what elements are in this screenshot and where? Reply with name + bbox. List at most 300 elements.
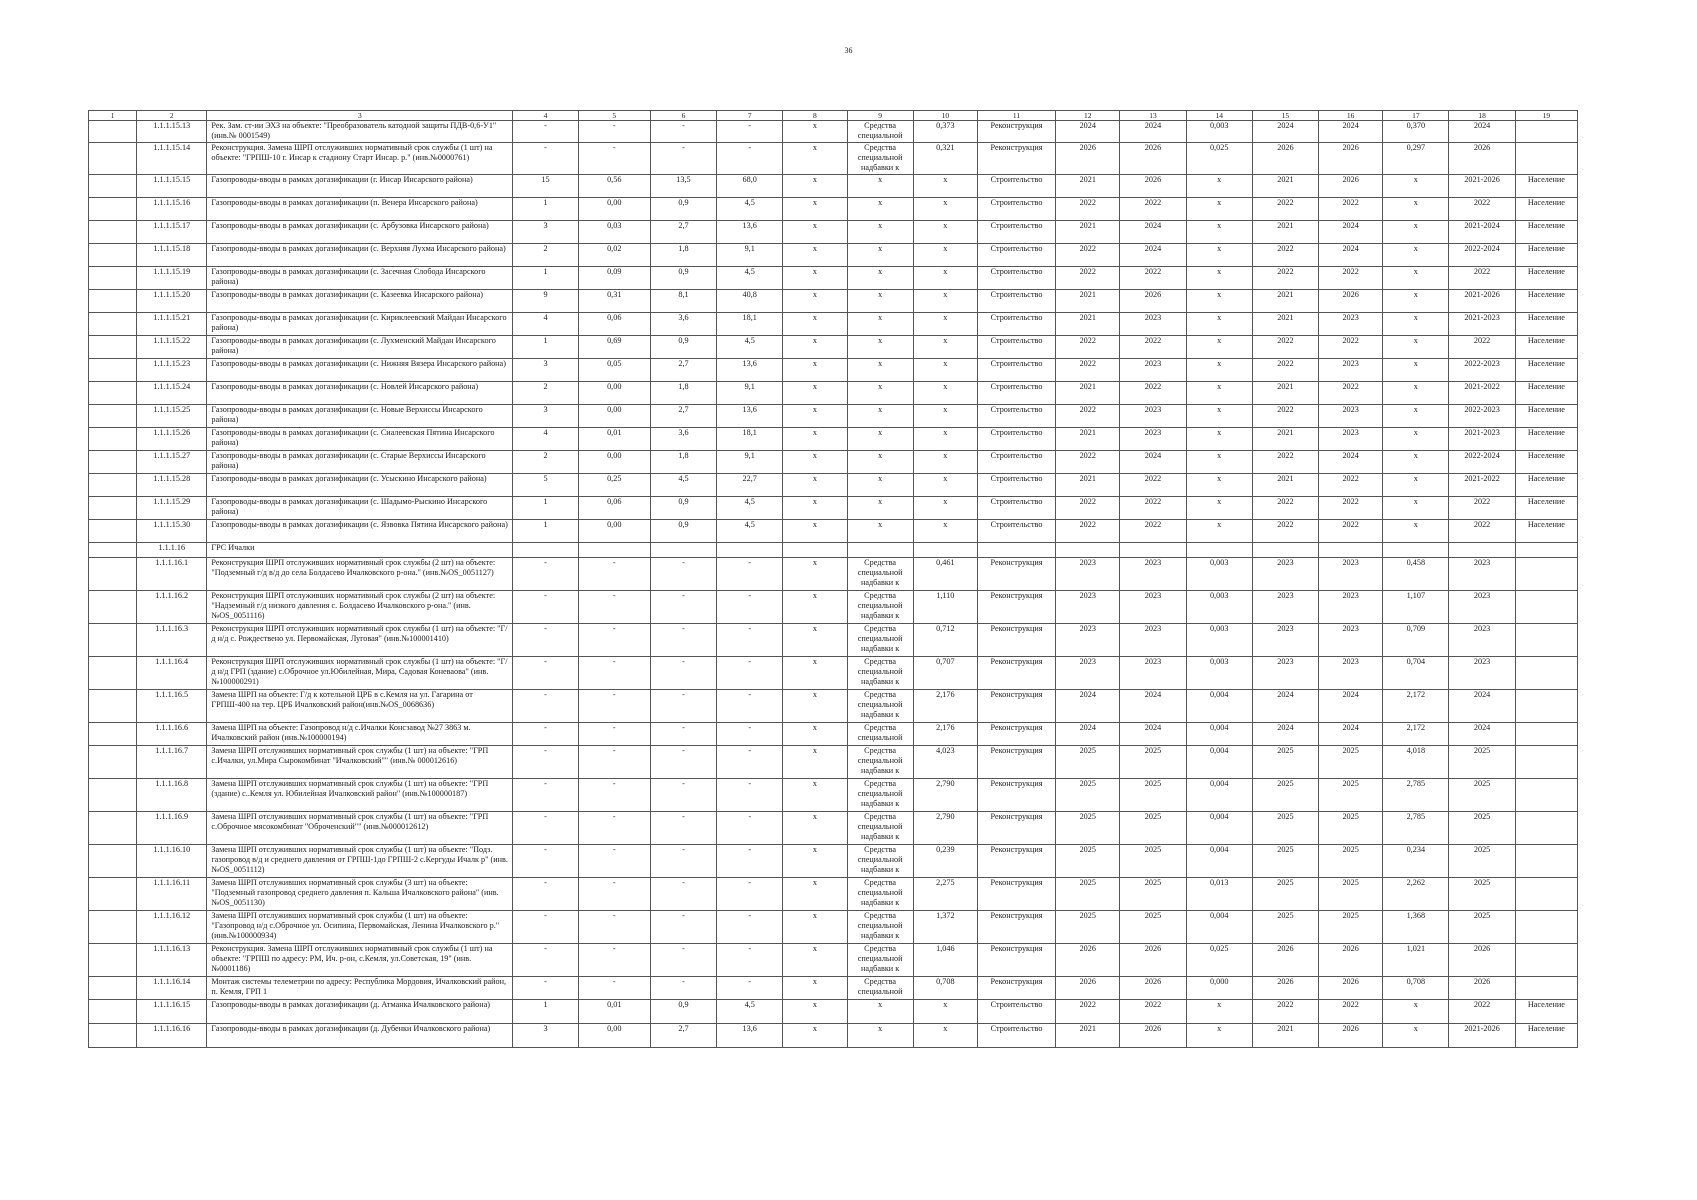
table-row [89, 1000, 1578, 1024]
cell-text: Средства специальной [857, 723, 903, 743]
cell-col-8 [783, 359, 847, 382]
cell-col-15 [1252, 845, 1318, 878]
cell-col-19 [1515, 690, 1577, 723]
cell-text: 2025 [1079, 779, 1096, 788]
cell-col-2 [137, 451, 207, 474]
cell-text: х [943, 1000, 948, 1009]
cell-text: 2022 [1079, 405, 1096, 414]
cell-text: х [1217, 198, 1222, 207]
cell-col-17 [1383, 428, 1449, 451]
cell-col-4 [513, 543, 578, 558]
cell-text: - [748, 779, 752, 788]
cell-text: Средства специальной надбавки к [857, 558, 903, 588]
cell-text: Население [1527, 382, 1565, 391]
cell-col-14 [1186, 474, 1252, 497]
cell-text: 0,05 [607, 359, 622, 368]
cell-text: 2022 [1342, 382, 1359, 391]
cell-text: х [812, 624, 817, 633]
cell-col-15 [1252, 451, 1318, 474]
cell-text: 2024 [1144, 690, 1162, 699]
cell-text: Средства специальной надбавки к [857, 690, 903, 720]
cell-text: 0,9 [678, 497, 689, 506]
cell-text: 1.1.1.16.10 [153, 845, 191, 854]
cell-text: 1.1.1.16.14 [153, 977, 191, 986]
cell-col-5 [578, 244, 650, 267]
cell-text: Замена ШРП отслуживших нормативный срок службы (1 шт) на объекте: "Газопровод н/д с.Оброчное ул. Осипина, Первомайская, Ленина Ичалковского р." (инв.№100000934) [211, 911, 500, 941]
cell-text: Реконструкция [990, 911, 1043, 920]
cell-col-17 [1383, 878, 1449, 911]
cell-col-14 [1186, 779, 1252, 812]
cell-col-2 [137, 911, 207, 944]
cell-col-2 [137, 543, 207, 558]
cell-col-19 [1515, 779, 1577, 812]
cell-col-10 [913, 746, 977, 779]
cell-text: х [1217, 221, 1222, 230]
cell-text: 2024 [1144, 121, 1162, 130]
cell-col-16 [1319, 520, 1383, 543]
cell-col-5 [578, 944, 650, 977]
cell-text: 2022 [1277, 267, 1294, 276]
table-row [89, 690, 1578, 723]
cell-text: - [682, 143, 685, 152]
cell-text: х [1413, 198, 1418, 207]
cell-col-1 [89, 313, 137, 336]
cell-text: 2025 [1342, 911, 1359, 920]
cell-text: 2024 [1342, 121, 1359, 130]
cell-text: - [748, 845, 752, 854]
cell-text: Население [1527, 405, 1565, 414]
cell-text: 0,297 [1406, 143, 1426, 152]
cell-text: х [1413, 1024, 1418, 1033]
cell-col-16 [1319, 624, 1383, 657]
cell-text: - [748, 690, 752, 699]
cell-col-1 [89, 221, 137, 244]
cell-col-1 [89, 591, 137, 624]
cell-col-17 [1383, 812, 1449, 845]
cell-col-12 [1056, 175, 1120, 198]
cell-text: Строительство [990, 497, 1043, 506]
cell-col-6 [650, 591, 716, 624]
cell-col-14 [1186, 878, 1252, 911]
cell-col-12 [1056, 267, 1120, 290]
cell-text: х [812, 911, 817, 920]
cell-text: 2025 [1144, 911, 1162, 920]
cell-text: - [544, 690, 547, 699]
cell-col-6 [650, 543, 716, 558]
cell-text: - [682, 944, 685, 953]
cell-col-9 [847, 911, 913, 944]
table-row [89, 474, 1578, 497]
cell-text: 2021-2026 [1464, 1024, 1500, 1033]
cell-text: 0,709 [1406, 624, 1426, 633]
cell-text: 2026 [1079, 944, 1096, 953]
cell-col-3 [207, 878, 513, 911]
cell-text: 1,110 [936, 591, 955, 600]
cell-col-5 [578, 474, 650, 497]
cell-text: 2024 [1277, 121, 1294, 130]
cell-col-9 [847, 313, 913, 336]
cell-col-7 [717, 382, 783, 405]
cell-col-12 [1056, 746, 1120, 779]
cell-text: х [1217, 313, 1222, 322]
cell-col-15 [1252, 690, 1318, 723]
cell-col-12 [1056, 520, 1120, 543]
cell-col-18 [1449, 244, 1515, 267]
cell-text: 0,458 [1406, 558, 1426, 567]
cell-col-7 [717, 497, 783, 520]
cell-text: 2025 [1342, 812, 1359, 821]
cell-text: х [812, 779, 817, 788]
cell-text: 2022 [1079, 451, 1096, 460]
column-header-13: 13 [1120, 111, 1186, 121]
cell-col-18 [1449, 812, 1515, 845]
cell-col-12 [1056, 405, 1120, 428]
cell-col-5 [578, 812, 650, 845]
cell-col-5 [578, 336, 650, 359]
cell-text: 2021 [1079, 428, 1096, 437]
cell-text: 0,704 [1406, 657, 1426, 666]
cell-text: 3,6 [678, 428, 689, 437]
cell-text: Реконструкция [990, 977, 1043, 986]
cell-col-19 [1515, 591, 1577, 624]
cell-col-2 [137, 290, 207, 313]
cell-text: х [812, 428, 817, 437]
cell-text: х [943, 382, 948, 391]
cell-col-14 [1186, 520, 1252, 543]
cell-text: х [1413, 336, 1418, 345]
cell-text: 9,1 [744, 244, 755, 253]
cell-col-12 [1056, 198, 1120, 221]
cell-col-13 [1120, 977, 1186, 1000]
cell-col-17 [1383, 121, 1449, 143]
cell-col-15 [1252, 198, 1318, 221]
cell-col-16 [1319, 690, 1383, 723]
cell-col-11 [977, 451, 1055, 474]
cell-col-4 [513, 690, 578, 723]
cell-text: 40,8 [742, 290, 757, 299]
cell-text: 1 [543, 198, 548, 207]
cell-text: - [544, 143, 547, 152]
cell-text: 2022 [1277, 336, 1294, 345]
cell-text: 2025 [1473, 878, 1491, 887]
column-header-6: 6 [650, 111, 716, 121]
table-row [89, 977, 1578, 1000]
cell-col-6 [650, 497, 716, 520]
cell-text: Средства специальной надбавки к [857, 624, 903, 654]
cell-col-12 [1056, 451, 1120, 474]
column-header-14: 14 [1186, 111, 1252, 121]
cell-col-3 [207, 520, 513, 543]
column-header-19: 19 [1515, 111, 1577, 121]
cell-col-17 [1383, 944, 1449, 977]
cell-col-19 [1515, 221, 1577, 244]
cell-text: 2024 [1473, 690, 1491, 699]
cell-text: х [1413, 428, 1418, 437]
cell-text: 1.1.1.16.1 [155, 558, 189, 567]
cell-text: 2,790 [936, 812, 955, 821]
cell-text: х [943, 1024, 948, 1033]
cell-text: 2023 [1277, 657, 1294, 666]
cell-col-19 [1515, 175, 1577, 198]
table-row [89, 451, 1578, 474]
cell-col-4 [513, 558, 578, 591]
cell-col-19 [1515, 543, 1577, 558]
cell-text: 1.1.1.16.12 [153, 911, 191, 920]
cell-col-18 [1449, 451, 1515, 474]
cell-text: х [1217, 382, 1222, 391]
cell-text: 0,9 [678, 520, 689, 529]
cell-text: 0,003 [1209, 657, 1229, 666]
cell-text: 2024 [1277, 723, 1294, 732]
cell-col-13 [1120, 878, 1186, 911]
cell-text: х [878, 428, 883, 437]
cell-text: 4,5 [744, 336, 755, 345]
cell-text: 0,004 [1209, 845, 1229, 854]
cell-text: - [748, 878, 752, 887]
cell-col-12 [1056, 543, 1120, 558]
cell-col-9 [847, 382, 913, 405]
cell-col-7 [717, 911, 783, 944]
cell-text: Строительство [990, 313, 1043, 322]
cell-text: 2025 [1342, 779, 1359, 788]
cell-col-18 [1449, 428, 1515, 451]
cell-col-19 [1515, 812, 1577, 845]
cell-col-4 [513, 121, 578, 143]
cell-col-15 [1252, 359, 1318, 382]
cell-text: х [812, 175, 817, 184]
cell-text: 1.1.1.15.29 [153, 497, 191, 506]
cell-text: 2026 [1144, 1024, 1162, 1033]
cell-col-1 [89, 474, 137, 497]
cell-col-3 [207, 359, 513, 382]
cell-col-4 [513, 405, 578, 428]
cell-text: 13,5 [676, 175, 691, 184]
cell-text: 2024 [1079, 690, 1096, 699]
cell-col-12 [1056, 723, 1120, 746]
cell-col-2 [137, 175, 207, 198]
cell-text: 1,372 [936, 911, 955, 920]
cell-col-16 [1319, 977, 1383, 1000]
cell-text: Газопроводы-вводы в рамках догазификации (с. Кириклеевский Майдан Инсарского района) [211, 313, 507, 333]
cell-text: 1.1.1.15.27 [153, 451, 191, 460]
cell-text: 1.1.1.15.30 [153, 520, 191, 529]
cell-text: х [1217, 1024, 1222, 1033]
cell-col-3 [207, 657, 513, 690]
table-row [89, 428, 1578, 451]
cell-text: 0,00 [607, 1024, 622, 1033]
cell-text: - [612, 558, 616, 567]
cell-text: Реконструкция [990, 779, 1043, 788]
cell-col-18 [1449, 690, 1515, 723]
cell-col-9 [847, 657, 913, 690]
cell-col-2 [137, 558, 207, 591]
cell-text: - [682, 558, 685, 567]
cell-text: - [612, 121, 616, 130]
column-header-1: 1 [89, 111, 137, 121]
cell-col-3 [207, 313, 513, 336]
cell-col-17 [1383, 336, 1449, 359]
cell-col-9 [847, 497, 913, 520]
cell-text: 2026 [1342, 944, 1359, 953]
cell-col-18 [1449, 944, 1515, 977]
cell-col-7 [717, 520, 783, 543]
table-row [89, 405, 1578, 428]
cell-text: ГРС Ичалки [211, 543, 255, 552]
cell-col-2 [137, 878, 207, 911]
cell-text: - [544, 944, 547, 953]
cell-col-18 [1449, 657, 1515, 690]
cell-text: 2025 [1144, 779, 1162, 788]
cell-text: 2022 [1144, 267, 1162, 276]
column-header-11: 11 [977, 111, 1055, 121]
cell-text: 2022 [1079, 359, 1096, 368]
cell-col-17 [1383, 290, 1449, 313]
cell-col-13 [1120, 746, 1186, 779]
cell-text: 68,0 [742, 175, 757, 184]
column-number-header-row [89, 111, 1578, 121]
cell-col-3 [207, 624, 513, 657]
cell-text: 2026 [1473, 944, 1491, 953]
cell-text: Реконструкция [990, 143, 1043, 152]
cell-col-17 [1383, 746, 1449, 779]
cell-text: 22,7 [742, 474, 757, 483]
table-row [89, 812, 1578, 845]
cell-col-13 [1120, 143, 1186, 175]
cell-col-7 [717, 143, 783, 175]
cell-col-17 [1383, 779, 1449, 812]
cell-text: Средства специальной надбавки к [857, 143, 903, 173]
cell-col-16 [1319, 121, 1383, 143]
cell-col-5 [578, 845, 650, 878]
cell-col-6 [650, 746, 716, 779]
cell-text: 2022 [1277, 497, 1294, 506]
cell-col-15 [1252, 977, 1318, 1000]
table-row [89, 543, 1578, 558]
cell-text: 2022 [1079, 244, 1096, 253]
cell-text: 2,172 [1406, 723, 1426, 732]
cell-col-10 [913, 359, 977, 382]
cell-col-16 [1319, 878, 1383, 911]
cell-text: х [1413, 290, 1418, 299]
cell-text: - [748, 121, 752, 130]
cell-text: 2023 [1144, 591, 1162, 600]
cell-text: 2024 [1144, 244, 1162, 253]
cell-text: 2024 [1144, 451, 1162, 460]
cell-text: 4,5 [678, 474, 689, 483]
cell-col-18 [1449, 723, 1515, 746]
cell-col-16 [1319, 221, 1383, 244]
cell-text: 1.1.1.15.22 [153, 336, 191, 345]
cell-text: 1.1.1.16.4 [155, 657, 189, 666]
cell-text: 13,6 [742, 1024, 757, 1033]
cell-text: 0,00 [607, 382, 622, 391]
cell-text: х [1217, 405, 1222, 414]
cell-col-2 [137, 944, 207, 977]
cell-col-9 [847, 723, 913, 746]
cell-text: Реконструкция ШРП отслуживших нормативный срок службы (2 шт) на объекте: "Надземный г/д низкого давления с. Болдасево Ичалковского р-она." (инв.№OS_0051116) [211, 591, 496, 621]
cell-text: 2,785 [1406, 812, 1426, 821]
cell-col-3 [207, 845, 513, 878]
table-row [89, 944, 1578, 977]
cell-col-14 [1186, 175, 1252, 198]
cell-text: 2,790 [936, 779, 955, 788]
cell-col-6 [650, 428, 716, 451]
cell-text: х [943, 267, 948, 276]
cell-col-19 [1515, 121, 1577, 143]
cell-text: 2021 [1277, 382, 1294, 391]
cell-col-19 [1515, 624, 1577, 657]
cell-text: х [878, 175, 883, 184]
cell-col-14 [1186, 723, 1252, 746]
cell-text: 2026 [1144, 175, 1162, 184]
cell-col-9 [847, 359, 913, 382]
cell-col-16 [1319, 657, 1383, 690]
cell-col-6 [650, 244, 716, 267]
cell-col-4 [513, 336, 578, 359]
cell-col-11 [977, 198, 1055, 221]
cell-col-11 [977, 244, 1055, 267]
cell-col-18 [1449, 1024, 1515, 1048]
cell-text: 0,31 [607, 290, 622, 299]
cell-text: Реконструкция ШРП отслуживших нормативный срок службы (2 шт) на объекте: "Подземный г/д в/д до села Болдасево Ичалковского р-она." (инв.№OS_0051127) [211, 558, 496, 578]
cell-text: Реконструкция [990, 845, 1043, 854]
cell-text: 2,172 [1406, 690, 1426, 699]
cell-col-12 [1056, 382, 1120, 405]
cell-col-14 [1186, 1024, 1252, 1048]
cell-text: 0,003 [1209, 121, 1229, 130]
cell-col-5 [578, 497, 650, 520]
cell-text: х [812, 812, 817, 821]
cell-col-11 [977, 944, 1055, 977]
cell-col-19 [1515, 244, 1577, 267]
cell-text: 2021 [1277, 428, 1294, 437]
cell-col-15 [1252, 779, 1318, 812]
cell-col-1 [89, 657, 137, 690]
cell-col-12 [1056, 690, 1120, 723]
cell-text: 2023 [1342, 657, 1359, 666]
cell-text: 2022 [1079, 497, 1096, 506]
cell-text: 1.1.1.16.5 [155, 690, 189, 699]
cell-text: Строительство [990, 267, 1043, 276]
cell-col-15 [1252, 175, 1318, 198]
cell-col-2 [137, 359, 207, 382]
cell-col-5 [578, 175, 650, 198]
cell-col-8 [783, 451, 847, 474]
cell-text: х [812, 690, 817, 699]
cell-col-17 [1383, 520, 1449, 543]
cell-text: х [812, 1000, 817, 1009]
cell-text: 2025 [1473, 845, 1491, 854]
cell-col-6 [650, 1024, 716, 1048]
cell-col-17 [1383, 267, 1449, 290]
cell-text: 0,321 [936, 143, 955, 152]
cell-col-8 [783, 313, 847, 336]
cell-text: 2023 [1342, 591, 1359, 600]
cell-col-11 [977, 911, 1055, 944]
cell-col-8 [783, 543, 847, 558]
cell-text: Население [1527, 267, 1565, 276]
cell-text: Монтаж системы телеметрии по адресу: Республика Мордовия, Ичалковский район, п. Кемля, ГРП 1 [211, 977, 507, 997]
cell-text: 0,06 [607, 313, 622, 322]
cell-col-17 [1383, 221, 1449, 244]
cell-text: - [612, 779, 616, 788]
cell-text: 1.1.1.16.8 [155, 779, 189, 788]
cell-col-15 [1252, 911, 1318, 944]
cell-text: 2022 [1144, 1000, 1162, 1009]
cell-text: 0,013 [1209, 878, 1229, 887]
cell-text: - [544, 723, 547, 732]
cell-text: 2026 [1277, 143, 1294, 152]
